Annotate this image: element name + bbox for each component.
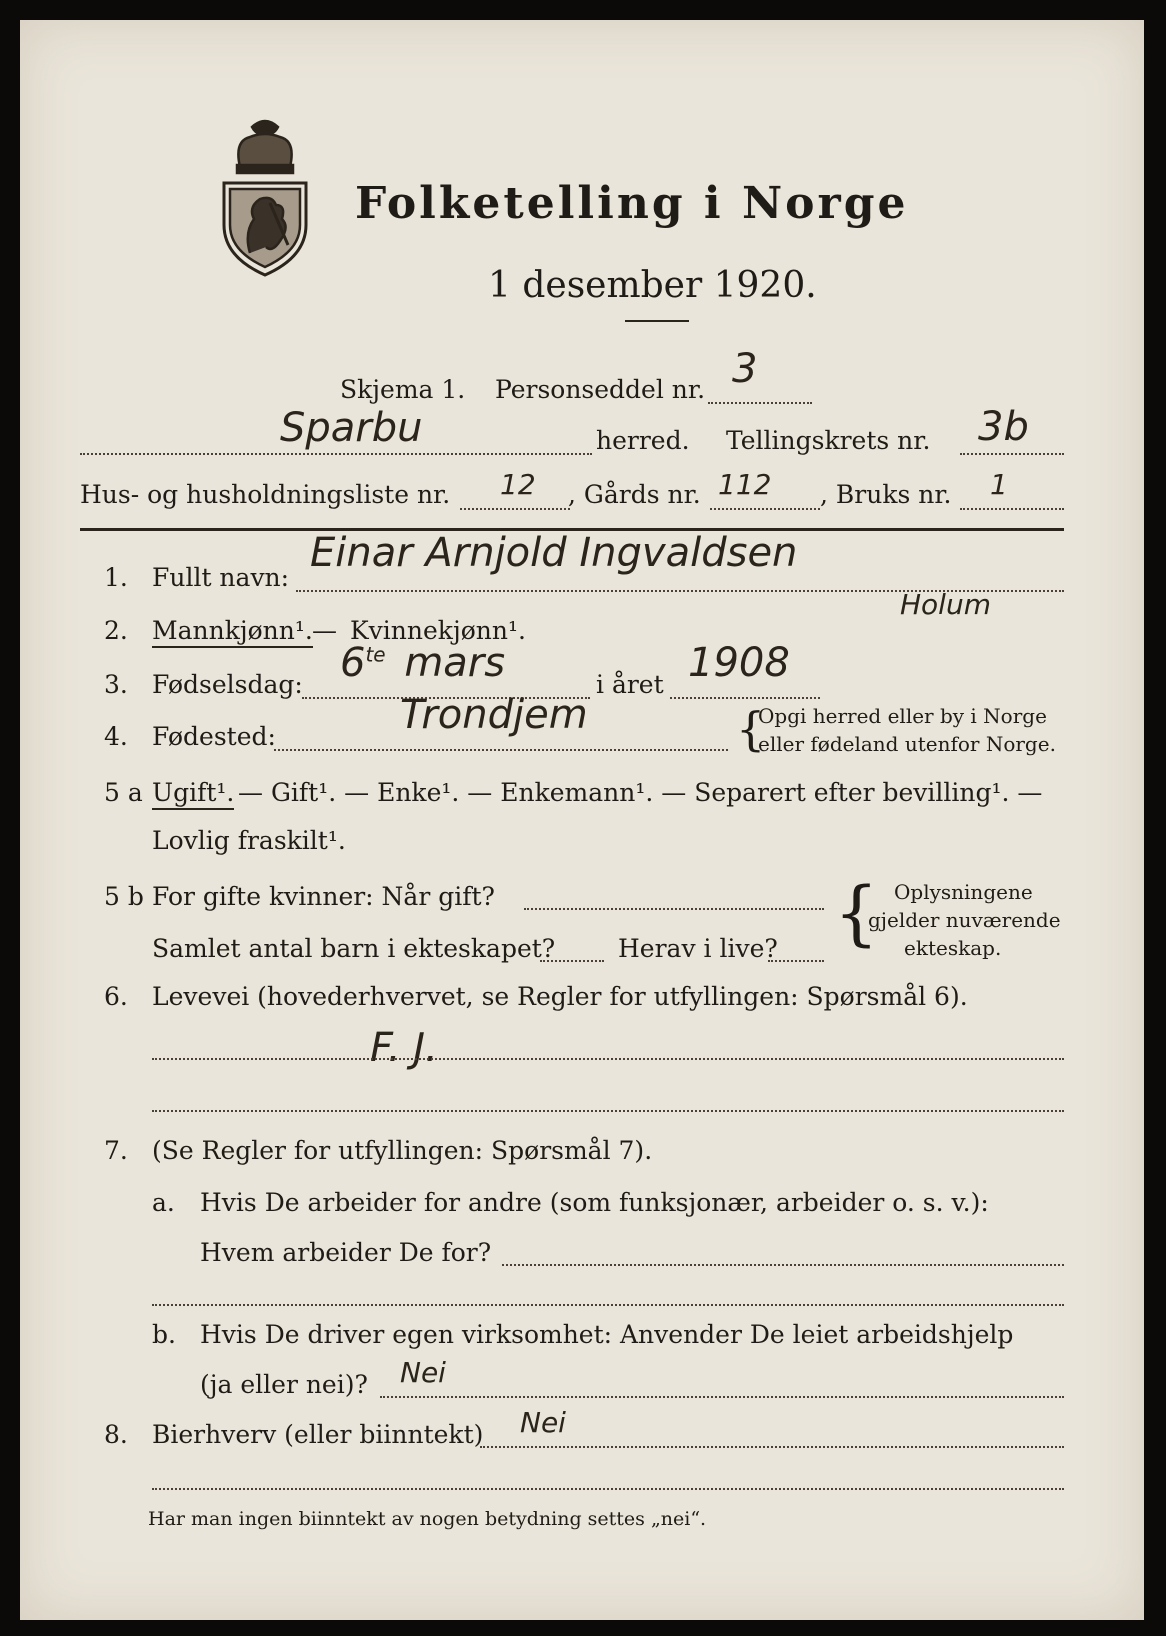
q3-year-value[interactable]: 1908 <box>688 640 790 686</box>
q3-month-value: mars <box>404 640 506 686</box>
q1-label: Fullt navn: <box>152 563 290 592</box>
title-divider <box>625 320 689 322</box>
q7a-question: Hvis De arbeider for andre (som funksjonær, arbeider o. s. v.): <box>200 1188 989 1217</box>
q8-label: Bierhverv (eller biinntekt) <box>152 1420 484 1449</box>
q8-number: 8. <box>104 1420 128 1449</box>
q5a-ugift-option[interactable]: Ugift¹. <box>152 778 234 810</box>
q1-number: 1. <box>104 563 128 592</box>
q4-number: 4. <box>104 722 128 751</box>
gards-label: , Gårds nr. <box>568 480 701 509</box>
q5a-other-options[interactable]: — Gift¹. — Enke¹. — Enkemann¹. — Separert efter bevilling¹. — <box>238 778 1043 807</box>
q5a-number: 5 a <box>104 778 143 807</box>
q5b-number: 5 b <box>104 882 144 911</box>
q5b-brace: { <box>834 872 879 954</box>
gards-value[interactable]: 112 <box>718 468 772 501</box>
q4-note-line1: Opgi herred eller by i Norge <box>758 704 1047 728</box>
q2-female-option[interactable]: Kvinnekjønn¹. <box>350 616 526 645</box>
q8-side-income-value[interactable]: Nei <box>520 1406 566 1439</box>
q7b-hired-help-label: (ja eller nei)? <box>200 1370 368 1399</box>
q3-year-label: i året <box>596 670 664 699</box>
husholdningsliste-label: Hus- og husholdningsliste nr. <box>80 480 451 509</box>
norway-coat-of-arms-icon <box>210 115 320 280</box>
q5b-note-line1: Oplysningene <box>894 880 1033 904</box>
q5b-label-married: For gifte kvinner: Når gift? <box>152 882 495 911</box>
q4-brace: { <box>736 702 766 756</box>
tellingskrets-value[interactable]: 3b <box>978 404 1029 450</box>
q4-note-line2: eller fødeland utenfor Norge. <box>758 732 1056 756</box>
personseddel-value[interactable]: 3 <box>732 346 758 392</box>
form-title: Folketelling i Norge <box>355 178 909 229</box>
q1-full-name-value[interactable]: Einar Arnjold Ingvaldsen <box>310 530 798 576</box>
q7-label: (Se Regler for utfyllingen: Spørsmål 7). <box>152 1136 653 1165</box>
q2-male-option[interactable]: Mannkjønn¹. <box>152 616 313 648</box>
q7b-hired-help-value[interactable]: Nei <box>400 1356 446 1389</box>
q2-dash: — <box>312 616 337 645</box>
herred-label: herred. <box>596 426 690 455</box>
footer-note: Har man ingen biinntekt av nogen betydning settes „nei“. <box>148 1508 707 1530</box>
q7b-question: Hvis De driver egen virksomhet: Anvender De leiet arbeidshjelp <box>200 1320 1014 1349</box>
herred-value[interactable]: Sparbu <box>280 405 423 451</box>
q4-label: Fødested: <box>152 722 276 751</box>
q3-label: Fødselsdag: <box>152 670 303 699</box>
q1-name-addition[interactable]: Holum <box>900 588 991 621</box>
q6-occupation-value[interactable]: F. J. <box>370 1025 438 1071</box>
personseddel-label: Personseddel nr. <box>495 375 706 404</box>
form-date: 1 desember 1920. <box>488 265 817 306</box>
husholdningsliste-value[interactable]: 12 <box>500 468 536 501</box>
skjema-label: Skjema 1. <box>340 375 466 404</box>
q5b-note-line2: gjelder nuværende <box>868 908 1061 932</box>
q3-number: 3. <box>104 670 128 699</box>
bruks-value[interactable]: 1 <box>990 468 1008 501</box>
q7a-letter: a. <box>152 1188 175 1217</box>
q6-number: 6. <box>104 982 128 1011</box>
q3-day-suffix: te <box>365 642 386 667</box>
q7-number: 7. <box>104 1136 128 1165</box>
q7b-letter: b. <box>152 1320 176 1349</box>
q5b-label-children: Samlet antal barn i ekteskapet? <box>152 934 556 963</box>
q5b-note-line3: ekteskap. <box>904 936 1002 960</box>
q5b-label-alive: Herav i live? <box>618 934 778 963</box>
q5a-fraskilt-option[interactable]: Lovlig fraskilt¹. <box>152 826 346 855</box>
q2-number: 2. <box>104 616 128 645</box>
q6-label: Levevei (hovederhvervet, se Regler for utfyllingen: Spørsmål 6). <box>152 982 968 1011</box>
bruks-label: , Bruks nr. <box>820 480 952 509</box>
tellingskrets-label: Tellingskrets nr. <box>726 426 931 455</box>
census-form-page <box>20 20 1144 1620</box>
q7a-employer-label: Hvem arbeider De for? <box>200 1238 492 1267</box>
q4-birthplace-value[interactable]: Trondjem <box>400 692 588 738</box>
q3-day-value[interactable]: $6^{te}$ mars <box>340 640 506 686</box>
